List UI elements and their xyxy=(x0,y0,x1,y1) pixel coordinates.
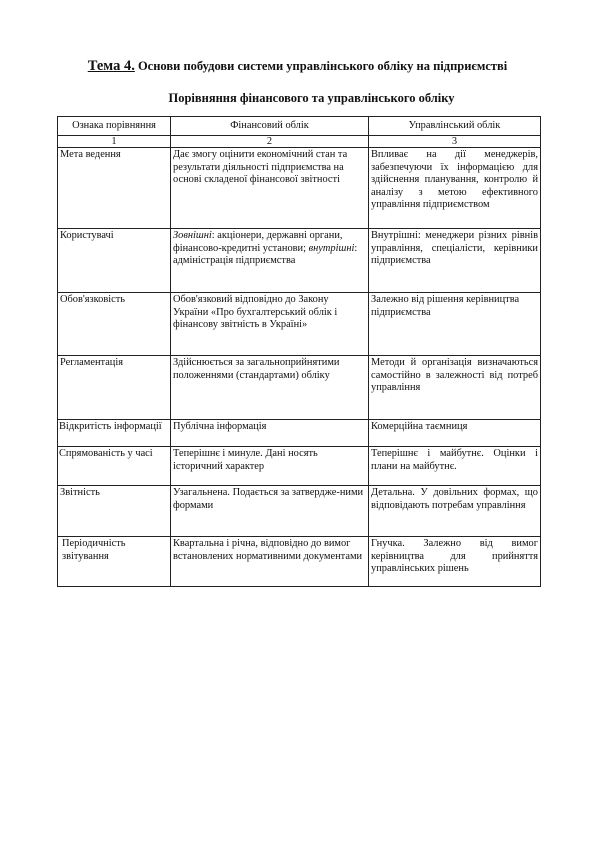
row-feature: Періодичність звітування xyxy=(58,537,171,587)
internal-users-text: : адміністрація підприємства xyxy=(173,242,358,267)
table-row xyxy=(58,229,541,293)
row-feature: Користувачі xyxy=(58,229,171,293)
column-number-row xyxy=(58,136,541,148)
table-header-row xyxy=(58,117,541,136)
column-number: 1 xyxy=(58,136,171,148)
row-financial: Узагальнена. Подається за затвердже-ними формами xyxy=(171,486,369,537)
topic-label: Тема 4. xyxy=(87,58,135,74)
table-row xyxy=(58,447,541,486)
table-row xyxy=(58,356,541,420)
row-feature: Спрямованість у часі xyxy=(58,447,171,486)
page-title xyxy=(0,58,595,75)
row-managerial: Теперішнє і майбутнє. Оцінки і плани на майбутнє. xyxy=(369,447,541,486)
table-row xyxy=(58,148,541,229)
comparison-table xyxy=(57,116,541,587)
row-financial xyxy=(171,229,369,293)
external-users-text: : акціонери, державні органи, фінансово-кредитні установи; xyxy=(173,230,343,254)
row-feature: Звітність xyxy=(58,486,171,537)
row-feature: Регламентація xyxy=(58,356,171,420)
row-managerial: Залежно від рішення керівництва підприємства xyxy=(369,293,541,356)
topic-title: Основи побудови системи управлінського обліку на підприємстві xyxy=(137,59,508,73)
column-header-financial: Фінансовий облік xyxy=(171,117,369,136)
row-managerial: Методи й організація визначаються самостійно в залежності від потреб управління xyxy=(369,356,541,420)
row-financial: Здійснюється за загальноприйнятими положеннями (стандартами) обліку xyxy=(171,356,369,420)
row-feature: Відкритість інформації xyxy=(58,420,171,447)
row-financial: Публічна інформація xyxy=(171,420,369,447)
row-managerial: Внутрішні: менеджери різних рівнів управління, спеціалісти, керівники підприємства xyxy=(369,229,541,293)
row-financial: Дає змогу оцінити економічний стан та результати діяльності підприємства на основі складеної фінансової звітності xyxy=(171,148,369,229)
table-row xyxy=(58,293,541,356)
row-managerial: Гнучка. Залежно від вимог керівництва для прийняття управлінських рішень xyxy=(369,537,541,587)
row-feature: Мета ведення xyxy=(58,148,171,229)
internal-users-label: внутрішні xyxy=(308,242,355,254)
table-caption: Порівняння фінансового та управлінського обліку xyxy=(168,91,455,105)
row-managerial: Впливає на дії менеджерів, забезпечуючи їх інформацією для здійснення планування, контролю й аналізу з метою ефективного управління підприємством xyxy=(369,148,541,229)
table-row xyxy=(58,537,541,587)
column-header-managerial: Управлінський облік xyxy=(369,117,541,136)
external-users-label: Зовнішні xyxy=(173,230,212,241)
row-financial: Квартальна і річна, відповідно до вимог встановлених нормативними документами xyxy=(171,537,369,587)
column-header-feature: Ознака порівняння xyxy=(58,117,171,136)
row-financial: Теперішнє і минуле. Дані носять історичний характер xyxy=(171,447,369,486)
row-managerial: Детальна. У довільних формах, що відповідають потребам управління xyxy=(369,486,541,537)
column-number: 2 xyxy=(171,136,369,148)
table-row xyxy=(58,420,541,447)
row-feature: Обов'язковість xyxy=(58,293,171,356)
table-row xyxy=(58,486,541,537)
column-number: 3 xyxy=(369,136,541,148)
row-managerial: Комерційна таємниця xyxy=(369,420,541,447)
row-financial: Обов'язковий відповідно до Закону України «Про бухгалтерський облік і фінансову звітність в Україні» xyxy=(171,293,369,356)
